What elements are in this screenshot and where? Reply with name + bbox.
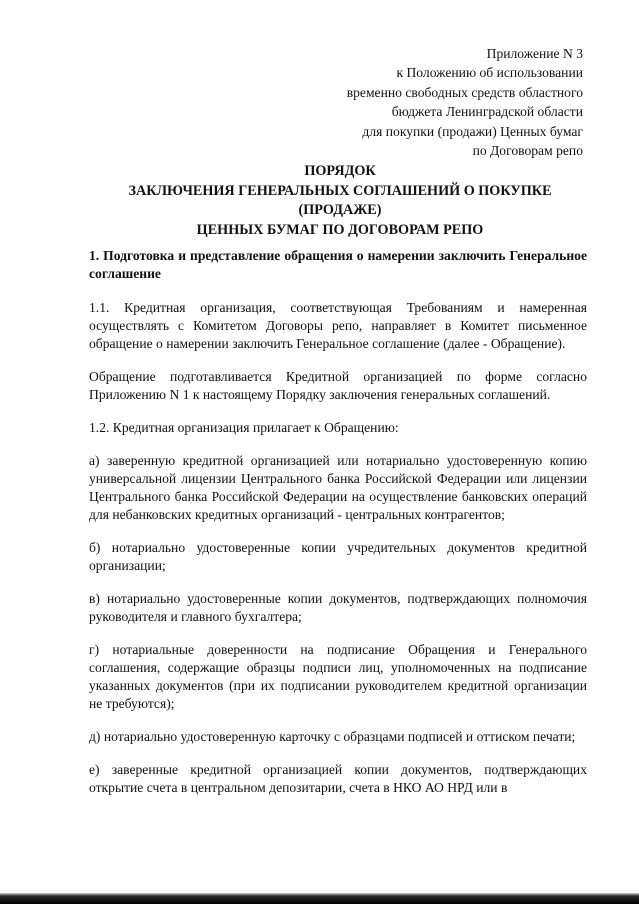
title-line: ПОРЯДОК [304, 163, 376, 179]
appendix-line: бюджета Ленинградской области [391, 104, 583, 120]
appendix-line: Приложение N 3 [486, 46, 583, 61]
list-item-b: б) нотариально удостоверенные копии учредительных документов кредитной организации; [89, 540, 587, 573]
appendix-line: для покупки (продажи) Ценных бумаг [362, 123, 583, 139]
list-item-d: д) нотариально удостоверенную карточку с образцами подписей и оттиском печати; [89, 729, 576, 744]
document-body [89, 247, 587, 812]
appendix-line: к Положению об использовании [396, 65, 583, 81]
appendix-reference [293, 44, 583, 160]
list-item-e: е) заверенные кредитной организацией копии документов, подтверждающих открытие счета в центральном депозитарии, счета в НКО АО НРД или в [89, 762, 587, 795]
title-line: ЦЕННЫХ БУМАГ ПО ДОГОВОРАМ РЕПО [196, 221, 484, 238]
appendix-line: временно свободных средств областного [346, 84, 583, 100]
scan-edge [0, 893, 639, 904]
paragraph-1-1: 1.1. Кредитная организация, соответствующая Требованиям и намеренная осуществлять с Комитетом Договоры репо, направляет в Комитет письменное обращение о намерении заключить Генеральное соглашение (далее - Обращение). [89, 300, 587, 351]
paragraph-form: Обращение подготавливается Кредитной организацией по форме согласно Приложению N 1 к настоящему Порядку заключения генеральных соглашений. [89, 369, 587, 402]
list-item-v: в) нотариально удостоверенные копии документов, подтверждающих полномочия руководителя и главного бухгалтера; [89, 591, 587, 624]
section-heading: 1. Подготовка и представление обращения о намерении заключить Генеральное соглашение [89, 248, 587, 281]
list-item-a: а) заверенную кредитной организацией или нотариально удостоверенную копию универсальной лицензии Центрального банка Российской Федерации или лицензии Центрального банка Российской Федерации на осуществление банковских операций для небанковских кредитных организаций - центральных контрагентов; [89, 453, 587, 522]
document-title [80, 162, 600, 240]
list-item-g: г) нотариальные доверенности на подписание Обращения и Генерального соглашения, содержащие образцы подписи лиц, уполномоченных на подписание указанных документов (при их подписании руководителем кредитной организации не требуются); [89, 642, 587, 711]
title-line: ЗАКЛЮЧЕНИЯ ГЕНЕРАЛЬНЫХ СОГЛАШЕНИЙ О ПОКУПКЕ [128, 182, 552, 199]
paragraph-1-2: 1.2. Кредитная организация прилагает к Обращению: [89, 420, 399, 435]
appendix-line: по Договорам репо [472, 143, 583, 159]
title-line: (ПРОДАЖЕ) [298, 202, 382, 219]
